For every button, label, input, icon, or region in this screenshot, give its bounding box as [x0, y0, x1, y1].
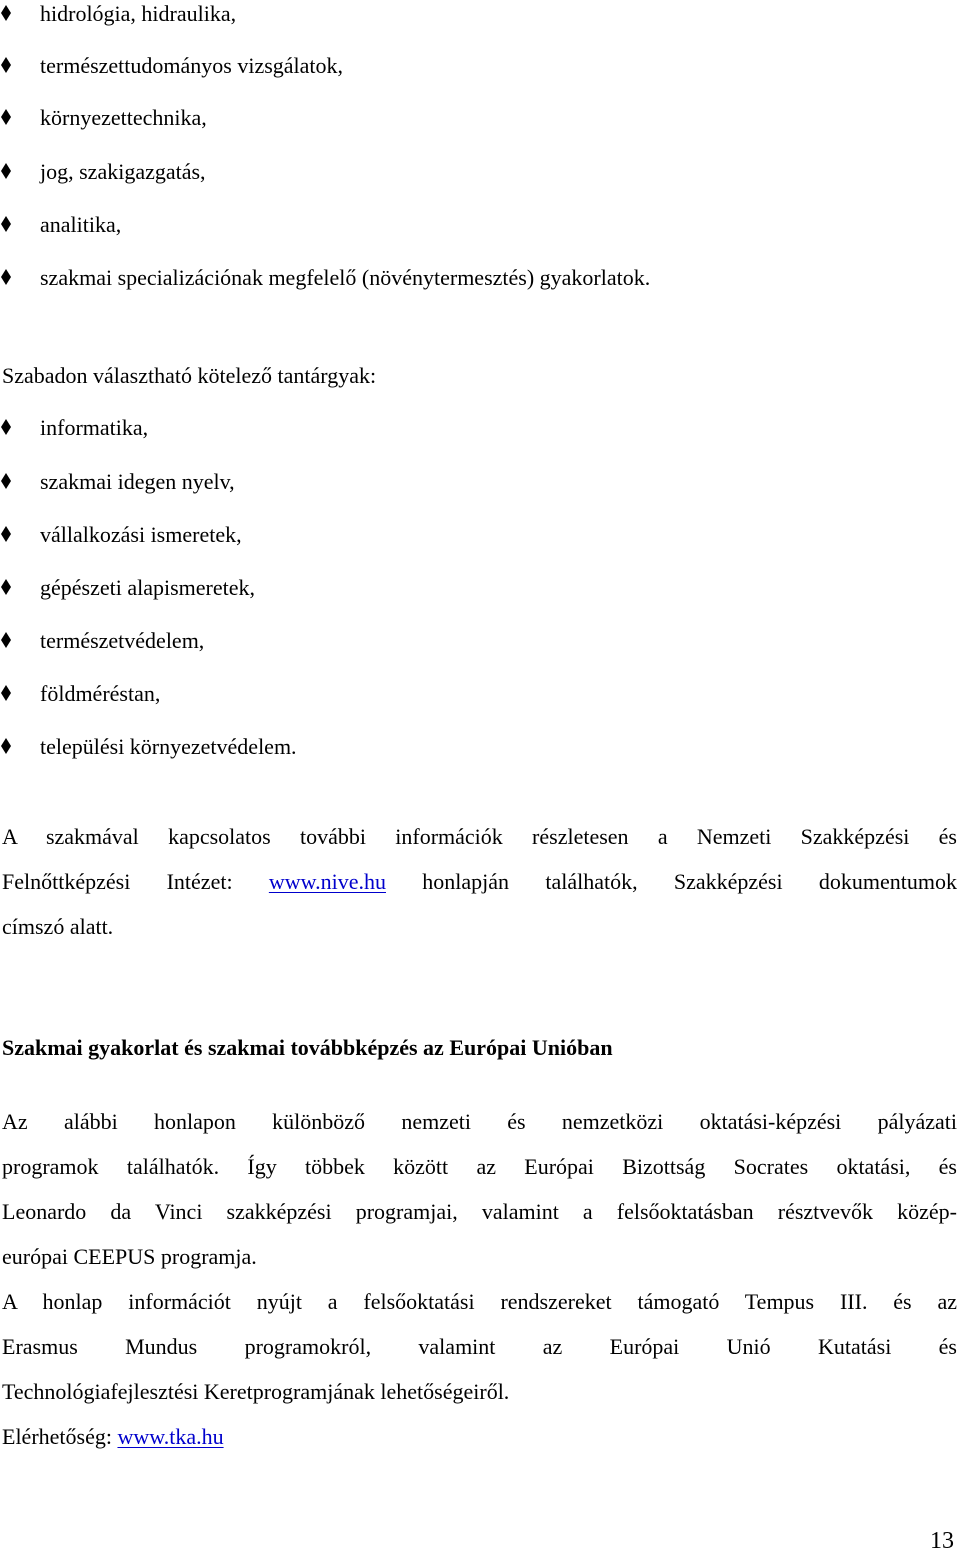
- diamond-bullet-icon: [0, 215, 12, 235]
- paragraph-line: A szakmával kapcsolatos további információk részletesen a Nemzeti Szakképzési és: [2, 824, 957, 849]
- list-item-text: informatika,: [40, 415, 149, 440]
- list-item-text: vállalkozási ismeretek,: [40, 522, 242, 547]
- paragraph-line: Erasmus Mundus programokról, valamint az Európai Unió Kutatási és: [2, 1334, 957, 1359]
- list-item-text: környezettechnika,: [40, 105, 207, 130]
- diamond-bullet-icon: [0, 525, 12, 545]
- list-item-text: természetvédelem,: [40, 628, 205, 653]
- list-item-text: szakmai idegen nyelv,: [40, 469, 235, 494]
- diamond-bullet-icon: [0, 108, 12, 128]
- diamond-bullet-icon: [0, 737, 12, 757]
- tka-link[interactable]: www.tka.hu: [117, 1424, 224, 1449]
- diamond-bullet-icon: [0, 631, 12, 651]
- contact-label: Elérhetőség:: [2, 1424, 112, 1449]
- page-number: 13: [930, 1528, 954, 1554]
- diamond-bullet-icon: [0, 578, 12, 598]
- list-item-text: gépészeti alapismeretek,: [40, 575, 256, 600]
- paragraph-line: Az alábbi honlapon különböző nemzeti és nemzetközi oktatási-képzési pályázati: [2, 1109, 957, 1134]
- list-item-text: hidrológia, hidraulika,: [40, 1, 237, 26]
- diamond-bullet-icon: [0, 4, 12, 24]
- list-item-text: szakmai specializációnak megfelelő (növénytermesztés) gyakorlatok.: [40, 265, 651, 290]
- diamond-bullet-icon: [0, 684, 12, 704]
- paragraph-line: A honlap információt nyújt a felsőoktatási rendszereket támogató Tempus III. és az: [2, 1289, 957, 1314]
- paragraph-line: Technológiafejlesztési Keretprogramjának lehetőségeiről.: [2, 1379, 510, 1404]
- list-item-text: földméréstan,: [40, 681, 161, 706]
- diamond-bullet-icon: [0, 268, 12, 288]
- paragraph-line: [2, 868, 957, 896]
- paragraph-line: címszó alatt.: [2, 914, 114, 939]
- diamond-bullet-icon: [0, 56, 12, 76]
- diamond-bullet-icon: [0, 162, 12, 182]
- list-item-text: települési környezetvédelem.: [40, 734, 297, 759]
- paragraph-text: honlapján találhatók, Szakképzési dokumentumok: [422, 869, 957, 894]
- section-heading-electives: Szabadon választható kötelező tantárgyak:: [2, 363, 377, 388]
- nive-link[interactable]: www.nive.hu: [268, 869, 386, 894]
- paragraph-line: európai CEEPUS programja.: [2, 1244, 257, 1269]
- paragraph-text: Felnőttképzési Intézet:: [2, 869, 233, 894]
- list-item-text: analitika,: [40, 212, 122, 237]
- list-item-text: jog, szakigazgatás,: [40, 159, 206, 184]
- paragraph-line: Leonardo da Vinci szakképzési programjai, valamint a felsőoktatásban résztvevők közép-: [2, 1199, 957, 1224]
- paragraph-line: programok találhatók. Így többek között az Európai Bizottság Socrates oktatási, és: [2, 1154, 957, 1179]
- contact-line: [2, 1423, 224, 1451]
- diamond-bullet-icon: [0, 418, 12, 438]
- list-item-text: természettudományos vizsgálatok,: [40, 53, 344, 78]
- section-heading-eu: Szakmai gyakorlat és szakmai továbbképzés az Európai Unióban: [2, 1035, 613, 1060]
- diamond-bullet-icon: [0, 472, 12, 492]
